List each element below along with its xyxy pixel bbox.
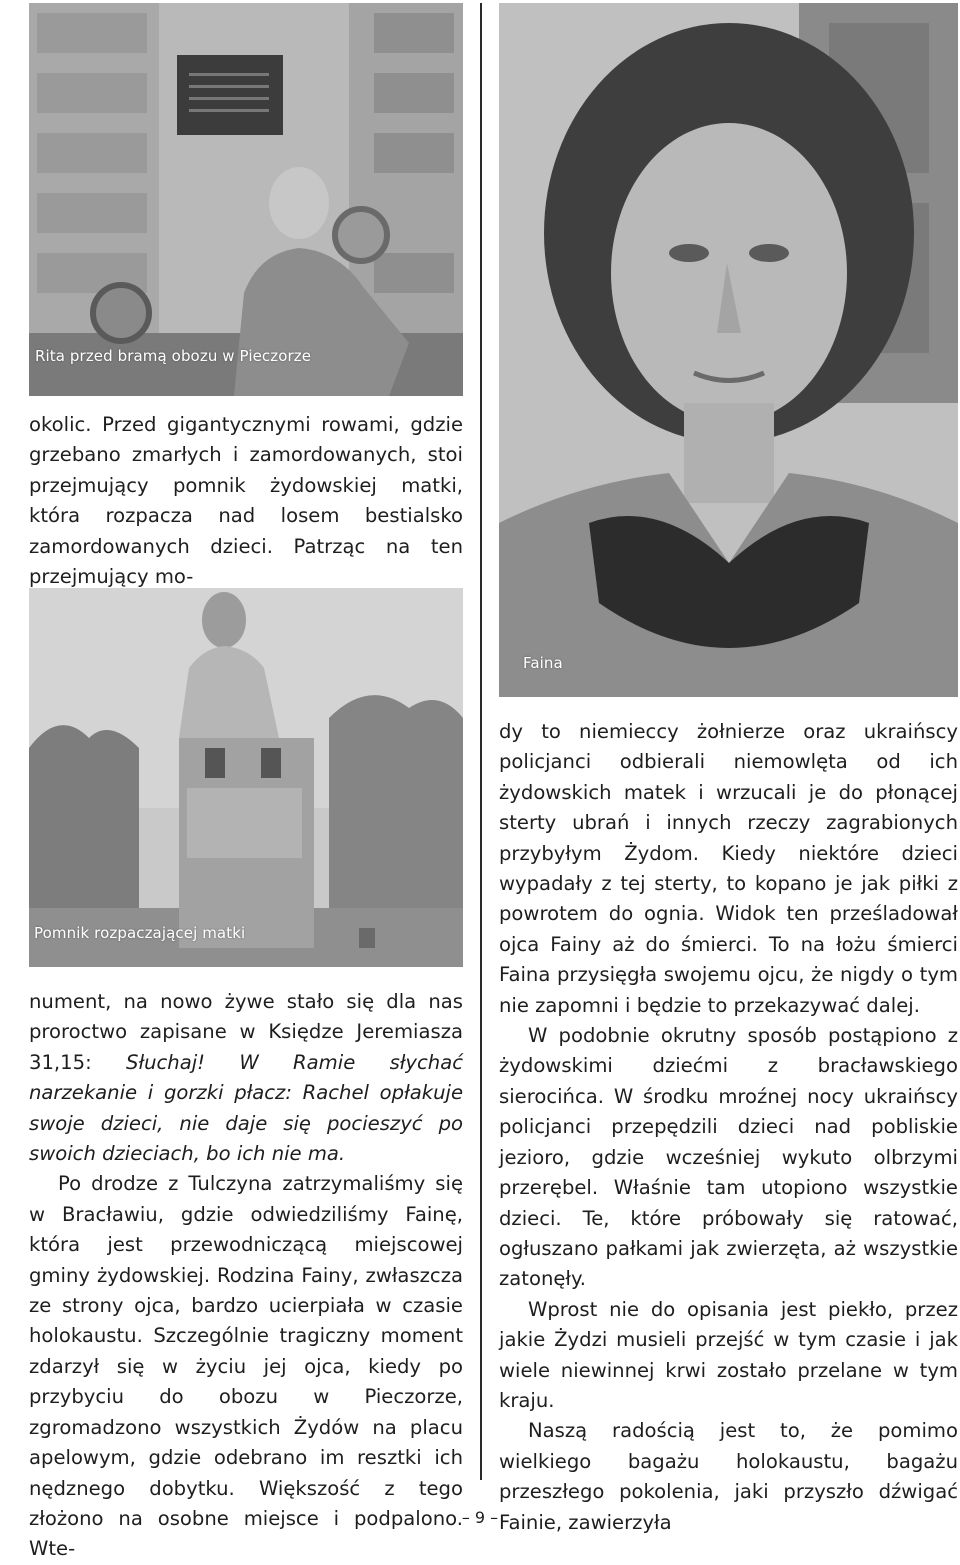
page-number: – 9 – xyxy=(461,1508,499,1527)
photo-rita-at-camp-gate xyxy=(29,3,463,396)
bible-quote: Słuchaj! W Ramie słychać narzekanie i gorzki płacz: Rachel opłakuje swoje dzieci, nie daje się pocieszyć po swoich dzieciach, bo ich nie ma. xyxy=(29,1050,463,1166)
photo-caption: Rita przed bramą obozu w Pieczorze xyxy=(35,347,312,365)
right-column xyxy=(499,717,958,1538)
paragraph: Wprost nie do opisania jest piekło, przez jakie Żydzi musieli przejść w tym czasie i jak wiele niewinnej krwi zostało przelane w tym kraju. xyxy=(499,1297,958,1412)
column-divider xyxy=(480,3,482,1480)
paragraph: W podobnie okrutny sposób postąpiono z żydowskimi dziećmi z bracławskiego sierocińca. W środku mroźnej nocy ukraińscy policjanci przepędzili dzieci nad pobliskie jezioro, gdzie wcześniej wykuto olbrzymi przerębel. Właśnie tam utopiono wszystkie dzieci. Te, które próbowały się ratować, ogłuszano pałkami jak zwierzęta, aż wszystkie zatonęły. xyxy=(499,1024,958,1291)
photo-caption: Pomnik rozpaczającej matki xyxy=(34,924,246,942)
paragraph: Po drodze z Tulczyna zatrzymaliśmy się w Bracławiu, gdzie odwiedziliśmy Fainę, która jest przewodniczącą miejscowej gminy żydowskiej. Rodzina Fainy, zwłaszcza ze strony ojca, bardzo ucierpiała w czasie holokaustu. Szczególnie tragiczny moment zdarzył się w życiu jej ojca, kiedy po przybyciu do obozu w Pieczorze, zgromadzono wszystkich Żydów na placu apelowym, gdzie odebrano im resztki ich nędznego dobytku. Większość z tego złożono na osobne miejsce i podpalono. Wte- xyxy=(29,1172,463,1561)
paragraph: okolic. Przed gigantycznymi rowami, gdzie grzebano zmarłych i zamordowanych, stoi przejmujący pomnik żydowskiej matki, która rozpacza nad losem bestialsko zamordowanych dzieci. Patrząc na ten przejmujący mo- xyxy=(29,413,463,589)
left-column-bottom xyxy=(29,987,463,1565)
photo-rita-image xyxy=(29,3,463,396)
left-column-top xyxy=(29,410,463,592)
photo-faina-portrait xyxy=(499,3,958,697)
paragraph-text: nument, na nowo żywe stało się dla nas proroctwo zapisane w Księdze Jeremiasza 31,15: xyxy=(29,990,463,1074)
photo-caption: Faina xyxy=(523,654,563,672)
photo-monument xyxy=(29,588,463,967)
photo-faina-image xyxy=(499,3,958,697)
photo-monument-image xyxy=(29,588,463,967)
paragraph: dy to niemieccy żołnierze oraz ukraińscy policjanci odbierali niemowlęta od ich żydowskich matek i wrzucali je do płonącej sterty ubrań i innych rzeczy zagrabionych przybyłym Żydom. Kiedy niektóre dzieci wypadały z tej sterty, to kopano je jak piłki z powrotem do ognia. Widok ten prześladował ojca Fainy aż do śmierci. To na łożu śmierci Faina przysięgła swojemu ojcu, że nigdy o tym nie zapomni i będzie to przekazywać dalej. xyxy=(499,720,958,1017)
paragraph: Naszą radością jest to, że pomimo wielkiego bagażu holokaustu, bagażu przeszłego pokolenia, jaki przyszło dźwigać Fainie, zawierzyła xyxy=(499,1419,958,1534)
paragraph xyxy=(29,987,463,1169)
